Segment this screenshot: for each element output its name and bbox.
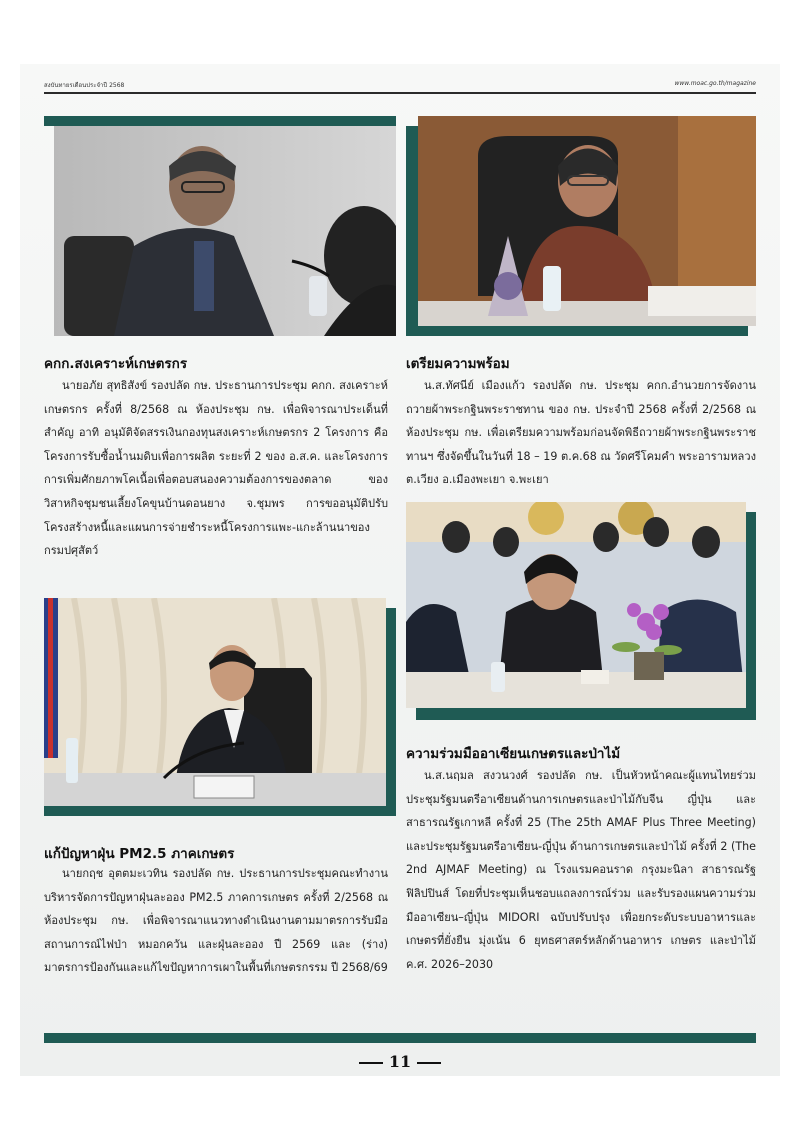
page-number [0,1052,800,1071]
photo-frame-band [386,608,396,816]
section-title: เตรียมความพร้อม [406,356,510,372]
section-title: คกก.สงเคราะห์เกษตรกร [44,356,188,372]
photo-frame-band [44,806,396,816]
section-body: นายอภัย สุทธิสังข์ รองปลัด กษ. ประธานการประชุม คกก. สงเคราะห์เกษตรกร ครั้งที่ 8/2568 ณ ห้องประชุม กษ. เพื่อพิจารณาประเด็นที่สำคัญ อาทิ อนุมัติจัดสรรเงินกองทุนสงเคราะห์เกษตรกร 2 โครงการ คือ โครงการรับซื้อน้ำนมดิบเพื่อการผลิต ระยะที่ 2 ของ อ.ส.ค. และโครงการการเพิ่มศักยภาพโคเนื้อเพื่อตอบสนองความต้องการของตลาด ของวิสาหกิจชุมชนเลี้ยงโคขุนบ้านดอนยาง จ.ชุมพร การขออนุมัติปรับโครงสร้างหนี้และแผนการจ่ายชำระหนี้โครงการแพะ-แกะล้านนาของกรมปศุสัตว์ [44,379,388,558]
photo-frame-band [406,326,748,336]
photo-meeting-chairman [54,126,396,336]
dash-left [359,1062,383,1064]
section-body: นายกฤช อุตตมะเวทิน รองปลัด กษ. ประธานการประชุมคณะทำงานบริหารจัดการปัญหาฝุ่นละออง PM2.5 ภาคการเกษตร ครั้งที่ 2/2568 ณ ห้องประชุม กษ. เพื่อพิจารณาแนวทางดำเนินงานตามมาตรการรับมือสถานการณ์ไฟป่า หมอกควัน และฝุ่นละออง ปี 2569 และ (ร่าง) มาตรการป้องกันและแก้ไขปัญหาการเผาในพื้นที่เกษตรกรรม ปี 2568/69 [44,867,388,975]
photo-asean-meeting [406,502,746,708]
dash-right [417,1062,441,1064]
section-title: แก้ปัญหาฝุ่น PM2.5 ภาคเกษตร [44,846,235,862]
section-title: ความร่วมมืออาเซียนเกษตรและป่าไม้ [406,746,621,762]
photo-frame-band [44,116,386,126]
section-body: น.ส.ทัศนีย์ เมืองแก้ว รองปลัด กษ. ประชุม คกก.อำนวยการจัดงานถวายผ้าพระกฐินพระราชทาน ของ กษ. ประจำปี 2568 ครั้งที่ 2/2568 ณ ห้องประชุม กษ. เพื่อเตรียมความพร้อมก่อนจัดพิธีถวายผ้าพระกฐินพระราชทานฯ ซึ่งจัดขึ้นในวันที่ 18 – 19 ต.ค.68 ณ วัดศรีโคมคำ พระอารามหลวง ต.เวียง อ.เมืองพะเยา จ.พะเยา [406,379,756,487]
photo-frame-band [406,126,418,336]
issue-label: สงบันทายรเดือนประจำปี 2568 [44,82,125,89]
page-number-value: 11 [388,1052,412,1071]
footer-band [44,1033,756,1043]
photo-frame-band [416,708,756,720]
photo-pm25-meeting [44,598,386,806]
header-rule [44,92,756,94]
section-body: น.ส.นฤมล สงวนวงศ์ รองปลัด กษ. เป็นหัวหน้าคณะผู้แทนไทยร่วมประชุมรัฐมนตรีอาเซียนด้านการเกษตรและป่าไม้กับจีน ญี่ปุ่น และสาธารณรัฐเกาหลี ครั้งที่ 25 (The 25th AMAF Plus Three Meeting) และประชุมรัฐมนตรีอาเซียน-ญี่ปุ่น ด้านการเกษตรและป่าไม้ ครั้งที่ 2 (The 2nd AJMAF Meeting) ณ โรงแรมคอนราด กรุงมะนิลา สาธารณรัฐฟิลิปปินส์ โดยที่ประชุมเห็นชอบแถลงการณ์ร่วม และรับรองแผนความร่วมมืออาเซียน–ญี่ปุ่น MIDORI ฉบับปรับปรุง เพื่อยกระดับระบบอาหารและเกษตรที่ยั่งยืน มุ่งเน้น 6 ยุทธศาสตร์หลักด้านอาหาร เกษตร และป่าไม้ ค.ศ. 2026–2030 [406,769,756,971]
website-link[interactable]: www.moac.go.th/magazine [674,80,756,87]
photo-frame-band [746,512,756,720]
photo-meeting-vice-minister [418,116,756,326]
